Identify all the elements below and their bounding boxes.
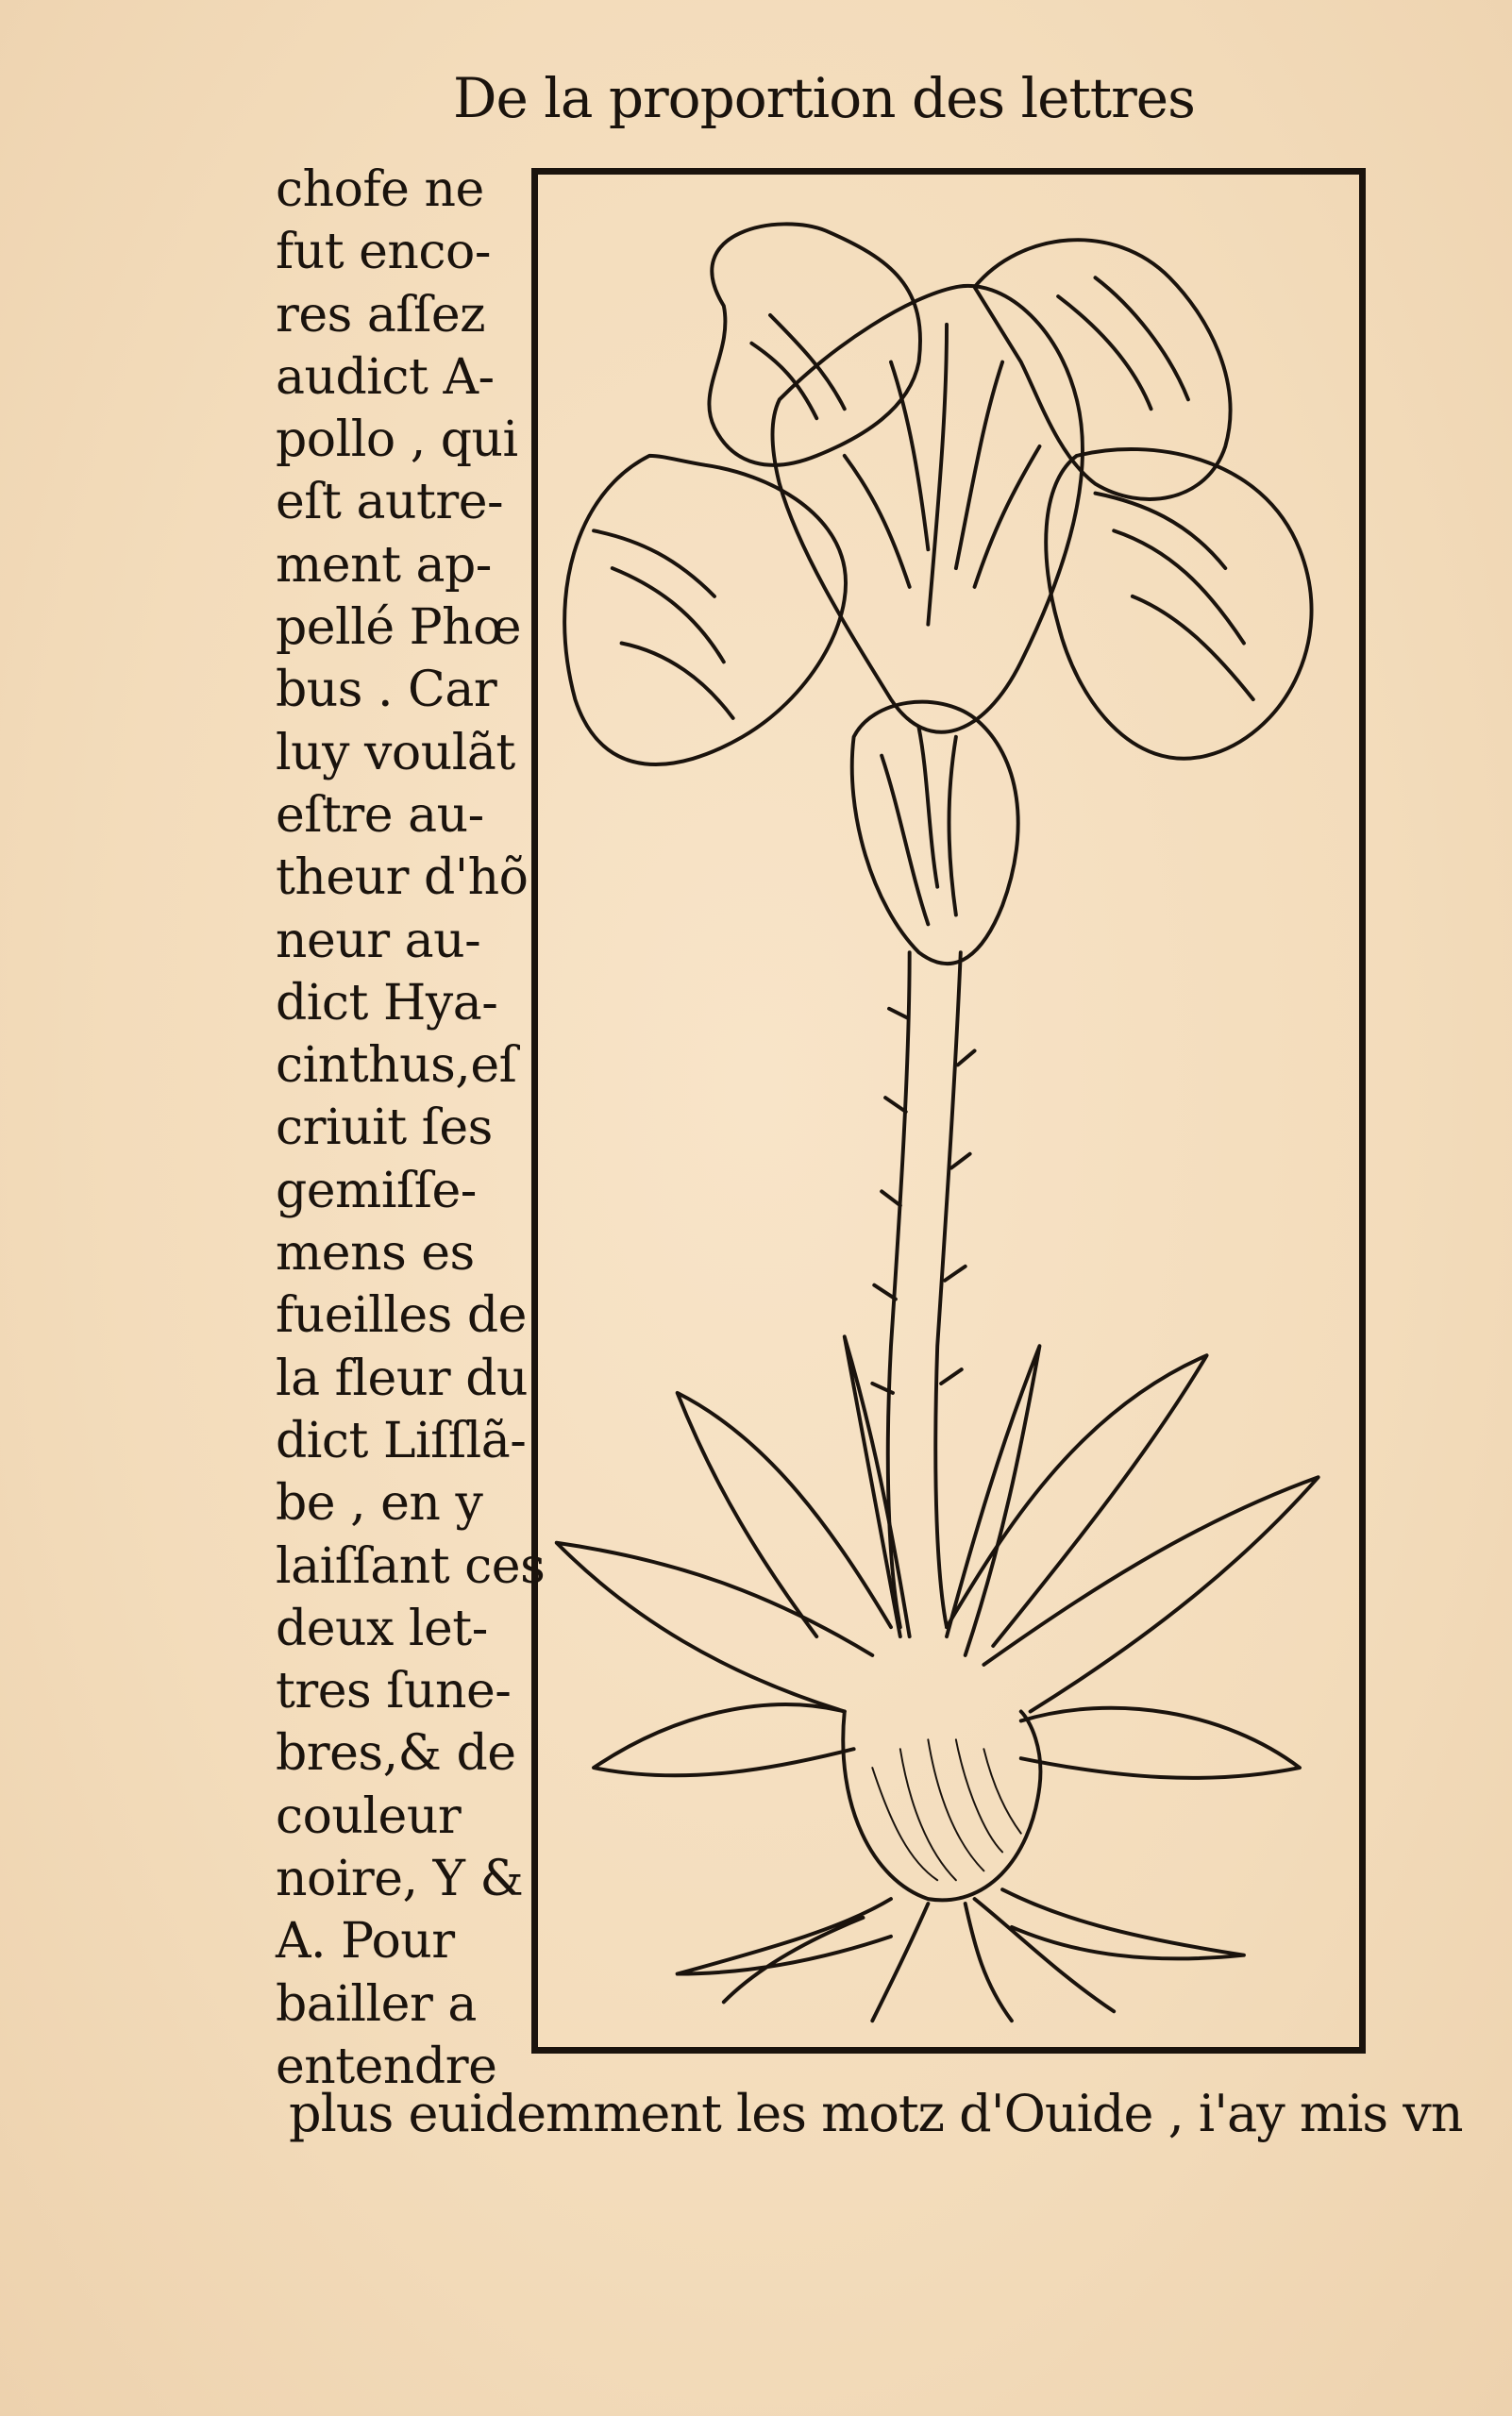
text-line: gemiſſe- [276, 1162, 477, 1219]
petal-left-lower [564, 456, 846, 764]
text-line: theur d'hõ [276, 849, 529, 907]
roots [678, 1889, 1244, 2021]
text-line: criuit ſes [276, 1099, 493, 1157]
text-line: A. Pour [276, 1913, 455, 1971]
text-line: mens es [276, 1225, 475, 1283]
text-line: fueilles de [276, 1287, 527, 1345]
bulb [843, 1712, 1040, 1901]
text-line: couleur [276, 1787, 462, 1845]
text-line: neur au- [276, 912, 481, 969]
text-line: res aſſez [276, 286, 486, 344]
leaf-1 [678, 1393, 891, 1636]
text-line: bres,& de [276, 1725, 516, 1783]
text-line: chofe ne [276, 161, 484, 218]
text-line: be , en y [276, 1475, 483, 1533]
text-line: pollo , qui [276, 411, 518, 469]
text-line: eſtre au- [276, 786, 484, 844]
woodcut-figure [531, 168, 1366, 2054]
continuation-line: plus euidemment les motz d'Ouide , i'ay mis vn [289, 2084, 1463, 2143]
text-line: noire, Y & [276, 1851, 524, 1908]
stem [888, 952, 961, 1627]
flower-base [852, 702, 1018, 964]
leaf-7 [845, 1336, 910, 1636]
text-line: dict Liſſlã- [276, 1412, 527, 1469]
text-line: entendre [276, 2038, 497, 2095]
text-line: dict Hya- [276, 974, 498, 1032]
text-line: bailler a [276, 1975, 477, 2033]
page-header: De la proportion des lettres [453, 66, 1195, 130]
text-line: la fleur du [276, 1350, 528, 1407]
leaf-5 [594, 1704, 854, 1775]
leaf-3 [557, 1543, 873, 1712]
text-line: luy voulãt [276, 724, 515, 781]
text-line: laiſſant ces [276, 1537, 546, 1595]
text-line: bus . Car [276, 662, 497, 719]
text-line: audict A- [276, 348, 495, 406]
petal-left-upper [709, 224, 920, 464]
text-line: pellé Phœ [276, 599, 522, 657]
leaf-8 [947, 1346, 1039, 1655]
flower-illustration [538, 175, 1359, 2047]
text-line: ment ap- [276, 536, 492, 594]
text-line: deux let- [276, 1600, 488, 1657]
text-line: tres ſune- [276, 1663, 512, 1720]
text-line: fut enco- [276, 224, 491, 281]
leaf-6 [1021, 1708, 1300, 1778]
text-line: eſt autre- [276, 474, 504, 531]
text-column [276, 159, 546, 2098]
text-line: cinthus,eſ [276, 1037, 517, 1095]
petal-right-upper [975, 240, 1231, 499]
